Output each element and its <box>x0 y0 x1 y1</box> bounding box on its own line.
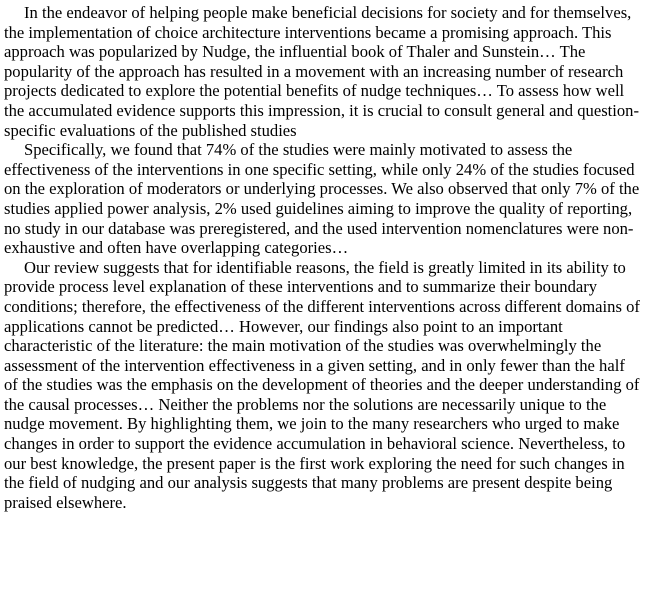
document-body <box>4 3 642 512</box>
paragraph-review: Our review suggests that for identifiable reasons, the field is greatly limited in its ability to provide process level explanation of these interventions and to summarize their boundary conditions; therefore, the effectiveness of the different interventions across different domains of applications cannot be predicted… However, our findings also point to an important characteristic of the literature: the main motivation of the studies was overwhelmingly the assessment of the intervention effectiveness in a given setting, and in only fewer than the half of the studies was the emphasis on the development of theories and the deeper understanding of the causal processes… Neither the problems nor the solutions are necessarily unique to the nudge movement. By highlighting them, we join to the many researchers who urged to make changes in order to support the evidence accumulation in behavioral science. Nevertheless, to our best knowledge, the present paper is the first work exploring the need for such changes in the field of nudging and our analysis suggests that many problems are present despite being praised elsewhere. <box>4 257 640 512</box>
paragraph-findings: Specifically, we found that 74% of the studies were mainly motivated to assess the effectiveness of the interventions in one specific setting, while only 24% of the studies focused on the exploration of moderators or underlying processes. We also observed that only 7% of the studies applied power analysis, 2% used guidelines aiming to improve the quality of reporting, no study in our database was preregistered, and the used intervention nomenclatures were non-exhaustive and often have overlapping categories… <box>4 140 640 258</box>
paragraph-intro: In the endeavor of helping people make beneficial decisions for society and for themselves, the implementation of choice architecture interventions became a promising approach. This approach was popularized by Nudge, the influential book of Thaler and Sunstein… The popularity of the approach has resulted in a movement with an increasing number of research projects dedicated to explore the potential benefits of nudge techniques… To assess how well the accumulated evidence supports this impression, it is crucial to consult general and question-specific evaluations of the published studies <box>4 3 640 140</box>
